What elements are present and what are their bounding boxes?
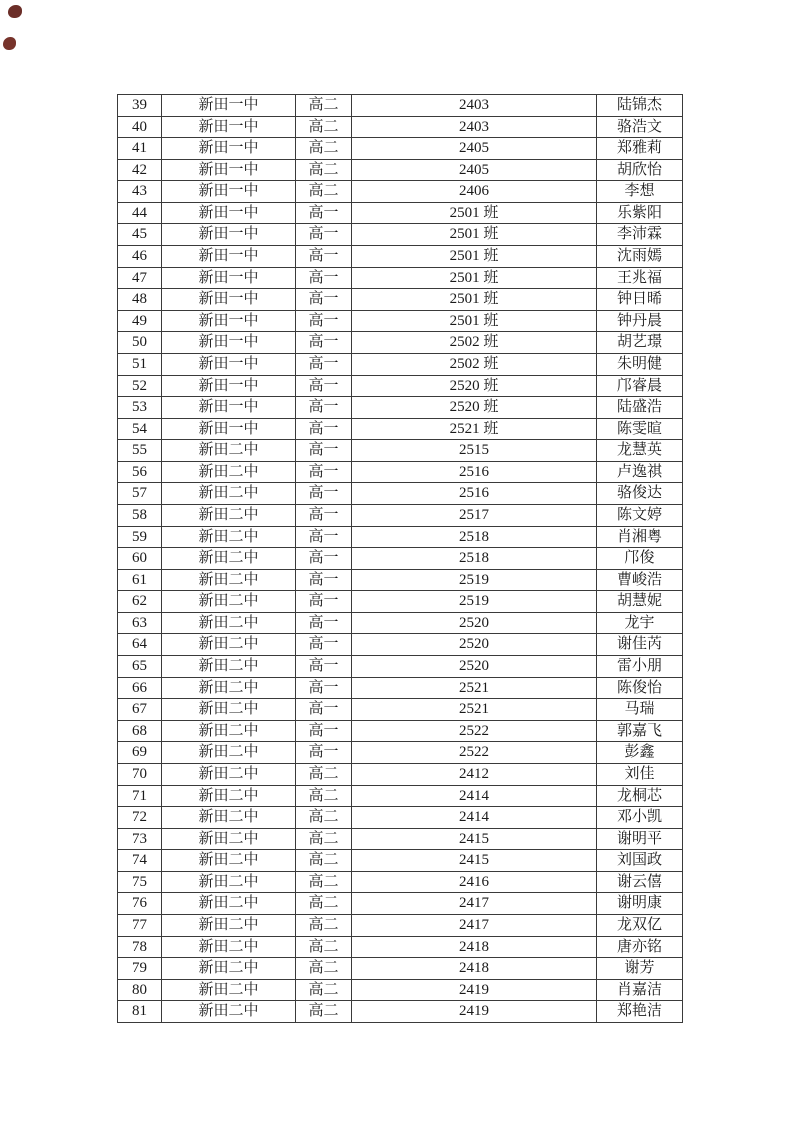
cell-no: 65 (118, 656, 162, 678)
cell-grade: 高一 (296, 310, 352, 332)
cell-class: 2403 (352, 95, 597, 117)
cell-no: 66 (118, 677, 162, 699)
cell-name: 谢云僖 (597, 871, 683, 893)
cell-grade: 高一 (296, 591, 352, 613)
cell-grade: 高一 (296, 246, 352, 268)
table-row (118, 742, 683, 764)
cell-name: 郑雅莉 (597, 138, 683, 160)
cell-class: 2516 (352, 461, 597, 483)
cell-grade: 高一 (296, 569, 352, 591)
ink-mark (3, 37, 16, 50)
cell-name: 雷小朋 (597, 656, 683, 678)
cell-class: 2414 (352, 785, 597, 807)
cell-school: 新田二中 (162, 936, 296, 958)
cell-class: 2520 班 (352, 375, 597, 397)
table-row (118, 828, 683, 850)
table-row (118, 634, 683, 656)
cell-class: 2502 班 (352, 353, 597, 375)
table-row (118, 375, 683, 397)
cell-school: 新田二中 (162, 634, 296, 656)
cell-school: 新田一中 (162, 418, 296, 440)
cell-grade: 高二 (296, 807, 352, 829)
cell-school: 新田二中 (162, 699, 296, 721)
cell-no: 70 (118, 763, 162, 785)
cell-name: 邓小凯 (597, 807, 683, 829)
cell-class: 2516 (352, 483, 597, 505)
cell-class: 2518 (352, 526, 597, 548)
cell-no: 51 (118, 353, 162, 375)
cell-grade: 高一 (296, 332, 352, 354)
cell-name: 肖嘉洁 (597, 979, 683, 1001)
table-body (118, 95, 683, 1023)
cell-no: 53 (118, 397, 162, 419)
cell-no: 78 (118, 936, 162, 958)
table-row (118, 936, 683, 958)
cell-no: 57 (118, 483, 162, 505)
cell-class: 2418 (352, 936, 597, 958)
cell-class: 2416 (352, 871, 597, 893)
cell-name: 郑艳洁 (597, 1001, 683, 1023)
cell-grade: 高一 (296, 483, 352, 505)
table-row (118, 612, 683, 634)
cell-no: 49 (118, 310, 162, 332)
cell-grade: 高一 (296, 397, 352, 419)
cell-no: 68 (118, 720, 162, 742)
cell-school: 新田二中 (162, 461, 296, 483)
table-row (118, 461, 683, 483)
cell-name: 肖湘粤 (597, 526, 683, 548)
cell-school: 新田一中 (162, 310, 296, 332)
cell-name: 刘国政 (597, 850, 683, 872)
cell-no: 54 (118, 418, 162, 440)
cell-name: 胡艺璟 (597, 332, 683, 354)
cell-school: 新田一中 (162, 375, 296, 397)
table-row (118, 763, 683, 785)
cell-school: 新田二中 (162, 656, 296, 678)
cell-name: 谢明平 (597, 828, 683, 850)
cell-no: 48 (118, 289, 162, 311)
cell-name: 陆锦杰 (597, 95, 683, 117)
cell-name: 陈雯暄 (597, 418, 683, 440)
table-row (118, 850, 683, 872)
table-row (118, 332, 683, 354)
cell-class: 2419 (352, 1001, 597, 1023)
cell-no: 81 (118, 1001, 162, 1023)
table-row (118, 807, 683, 829)
cell-no: 63 (118, 612, 162, 634)
cell-grade: 高一 (296, 461, 352, 483)
cell-no: 52 (118, 375, 162, 397)
cell-no: 45 (118, 224, 162, 246)
cell-school: 新田一中 (162, 95, 296, 117)
cell-grade: 高一 (296, 375, 352, 397)
table-row (118, 95, 683, 117)
cell-school: 新田二中 (162, 548, 296, 570)
cell-grade: 高二 (296, 893, 352, 915)
cell-no: 67 (118, 699, 162, 721)
cell-school: 新田二中 (162, 763, 296, 785)
cell-grade: 高一 (296, 634, 352, 656)
cell-grade: 高一 (296, 612, 352, 634)
cell-name: 唐亦铭 (597, 936, 683, 958)
cell-no: 77 (118, 914, 162, 936)
cell-name: 卢逸祺 (597, 461, 683, 483)
cell-class: 2521 班 (352, 418, 597, 440)
cell-no: 69 (118, 742, 162, 764)
cell-class: 2522 (352, 742, 597, 764)
cell-no: 59 (118, 526, 162, 548)
cell-no: 46 (118, 246, 162, 268)
cell-school: 新田一中 (162, 397, 296, 419)
table-row (118, 267, 683, 289)
cell-no: 44 (118, 202, 162, 224)
cell-name: 陈俊怡 (597, 677, 683, 699)
cell-no: 74 (118, 850, 162, 872)
cell-class: 2403 (352, 116, 597, 138)
cell-school: 新田一中 (162, 224, 296, 246)
cell-name: 乐紫阳 (597, 202, 683, 224)
cell-no: 64 (118, 634, 162, 656)
cell-name: 龙桐芯 (597, 785, 683, 807)
cell-grade: 高二 (296, 914, 352, 936)
table-row (118, 979, 683, 1001)
table-row (118, 871, 683, 893)
cell-no: 80 (118, 979, 162, 1001)
cell-school: 新田一中 (162, 289, 296, 311)
cell-class: 2412 (352, 763, 597, 785)
table-row (118, 246, 683, 268)
cell-grade: 高一 (296, 440, 352, 462)
cell-class: 2417 (352, 893, 597, 915)
cell-name: 谢佳芮 (597, 634, 683, 656)
cell-class: 2406 (352, 181, 597, 203)
cell-school: 新田一中 (162, 267, 296, 289)
cell-school: 新田一中 (162, 332, 296, 354)
cell-grade: 高二 (296, 138, 352, 160)
cell-name: 陆盛浩 (597, 397, 683, 419)
cell-name: 邝俊 (597, 548, 683, 570)
cell-school: 新田二中 (162, 504, 296, 526)
cell-school: 新田一中 (162, 159, 296, 181)
cell-no: 56 (118, 461, 162, 483)
table-row (118, 289, 683, 311)
cell-grade: 高一 (296, 677, 352, 699)
cell-class: 2520 (352, 612, 597, 634)
cell-name: 胡慧妮 (597, 591, 683, 613)
cell-grade: 高一 (296, 656, 352, 678)
cell-name: 龙宇 (597, 612, 683, 634)
cell-class: 2502 班 (352, 332, 597, 354)
cell-grade: 高一 (296, 353, 352, 375)
cell-no: 39 (118, 95, 162, 117)
cell-name: 朱明健 (597, 353, 683, 375)
table-row (118, 202, 683, 224)
table-row (118, 224, 683, 246)
cell-no: 50 (118, 332, 162, 354)
cell-class: 2418 (352, 958, 597, 980)
cell-school: 新田二中 (162, 850, 296, 872)
cell-class: 2521 (352, 677, 597, 699)
cell-grade: 高一 (296, 289, 352, 311)
cell-no: 60 (118, 548, 162, 570)
cell-name: 曹峻浩 (597, 569, 683, 591)
cell-name: 李沛霖 (597, 224, 683, 246)
table-row (118, 440, 683, 462)
cell-grade: 高一 (296, 418, 352, 440)
cell-no: 61 (118, 569, 162, 591)
cell-grade: 高二 (296, 871, 352, 893)
table-row (118, 656, 683, 678)
cell-school: 新田二中 (162, 979, 296, 1001)
cell-grade: 高二 (296, 828, 352, 850)
cell-class: 2519 (352, 569, 597, 591)
cell-school: 新田二中 (162, 742, 296, 764)
cell-name: 沈雨嫣 (597, 246, 683, 268)
cell-grade: 高一 (296, 742, 352, 764)
table-row (118, 310, 683, 332)
cell-grade: 高一 (296, 202, 352, 224)
cell-no: 73 (118, 828, 162, 850)
table-row (118, 1001, 683, 1023)
cell-school: 新田一中 (162, 138, 296, 160)
table-row (118, 483, 683, 505)
student-table (117, 94, 683, 1023)
table-row (118, 914, 683, 936)
table-row (118, 677, 683, 699)
cell-class: 2414 (352, 807, 597, 829)
table-row (118, 893, 683, 915)
cell-school: 新田二中 (162, 1001, 296, 1023)
table-row (118, 418, 683, 440)
cell-class: 2501 班 (352, 224, 597, 246)
cell-school: 新田二中 (162, 720, 296, 742)
cell-class: 2415 (352, 828, 597, 850)
cell-school: 新田二中 (162, 893, 296, 915)
cell-grade: 高二 (296, 181, 352, 203)
cell-grade: 高一 (296, 526, 352, 548)
cell-grade: 高一 (296, 267, 352, 289)
cell-name: 陈文婷 (597, 504, 683, 526)
cell-school: 新田一中 (162, 353, 296, 375)
cell-class: 2520 班 (352, 397, 597, 419)
cell-class: 2501 班 (352, 310, 597, 332)
cell-class: 2521 (352, 699, 597, 721)
table-row (118, 353, 683, 375)
cell-no: 55 (118, 440, 162, 462)
cell-name: 骆浩文 (597, 116, 683, 138)
cell-name: 彭鑫 (597, 742, 683, 764)
table-row (118, 181, 683, 203)
cell-grade: 高二 (296, 1001, 352, 1023)
cell-school: 新田二中 (162, 807, 296, 829)
cell-no: 71 (118, 785, 162, 807)
cell-grade: 高二 (296, 850, 352, 872)
cell-name: 骆俊达 (597, 483, 683, 505)
cell-name: 李想 (597, 181, 683, 203)
cell-class: 2417 (352, 914, 597, 936)
cell-class: 2415 (352, 850, 597, 872)
cell-name: 郭嘉飞 (597, 720, 683, 742)
table-row (118, 504, 683, 526)
cell-grade: 高二 (296, 979, 352, 1001)
cell-class: 2405 (352, 159, 597, 181)
cell-school: 新田二中 (162, 526, 296, 548)
cell-school: 新田二中 (162, 569, 296, 591)
cell-no: 79 (118, 958, 162, 980)
cell-school: 新田二中 (162, 914, 296, 936)
cell-class: 2515 (352, 440, 597, 462)
cell-no: 72 (118, 807, 162, 829)
cell-grade: 高一 (296, 224, 352, 246)
cell-grade: 高二 (296, 116, 352, 138)
cell-no: 43 (118, 181, 162, 203)
cell-name: 胡欣怡 (597, 159, 683, 181)
cell-name: 刘佳 (597, 763, 683, 785)
cell-name: 谢明康 (597, 893, 683, 915)
table-row (118, 699, 683, 721)
cell-name: 谢芳 (597, 958, 683, 980)
cell-grade: 高二 (296, 763, 352, 785)
cell-grade: 高二 (296, 785, 352, 807)
cell-class: 2501 班 (352, 246, 597, 268)
cell-grade: 高一 (296, 699, 352, 721)
cell-grade: 高二 (296, 159, 352, 181)
cell-class: 2518 (352, 548, 597, 570)
cell-class: 2501 班 (352, 202, 597, 224)
cell-school: 新田二中 (162, 785, 296, 807)
cell-school: 新田二中 (162, 958, 296, 980)
cell-no: 76 (118, 893, 162, 915)
cell-grade: 高一 (296, 504, 352, 526)
cell-no: 41 (118, 138, 162, 160)
cell-class: 2419 (352, 979, 597, 1001)
cell-school: 新田二中 (162, 440, 296, 462)
cell-grade: 高二 (296, 936, 352, 958)
cell-name: 邝睿晨 (597, 375, 683, 397)
cell-class: 2405 (352, 138, 597, 160)
cell-school: 新田二中 (162, 677, 296, 699)
cell-class: 2501 班 (352, 289, 597, 311)
ink-mark (8, 5, 22, 18)
cell-grade: 高一 (296, 548, 352, 570)
table-row (118, 116, 683, 138)
cell-class: 2517 (352, 504, 597, 526)
table-row (118, 785, 683, 807)
cell-name: 龙双亿 (597, 914, 683, 936)
cell-no: 75 (118, 871, 162, 893)
cell-name: 钟日晞 (597, 289, 683, 311)
cell-no: 58 (118, 504, 162, 526)
table-row (118, 526, 683, 548)
cell-grade: 高一 (296, 720, 352, 742)
table-row (118, 958, 683, 980)
table-row (118, 569, 683, 591)
cell-class: 2520 (352, 656, 597, 678)
cell-no: 62 (118, 591, 162, 613)
cell-class: 2522 (352, 720, 597, 742)
cell-class: 2520 (352, 634, 597, 656)
table-row (118, 591, 683, 613)
cell-school: 新田二中 (162, 483, 296, 505)
table-row (118, 720, 683, 742)
cell-school: 新田一中 (162, 202, 296, 224)
cell-school: 新田一中 (162, 116, 296, 138)
cell-no: 47 (118, 267, 162, 289)
cell-no: 42 (118, 159, 162, 181)
table-row (118, 397, 683, 419)
cell-school: 新田二中 (162, 612, 296, 634)
cell-school: 新田二中 (162, 591, 296, 613)
cell-grade: 高二 (296, 958, 352, 980)
cell-name: 龙慧英 (597, 440, 683, 462)
cell-name: 王兆福 (597, 267, 683, 289)
cell-school: 新田二中 (162, 828, 296, 850)
table-row (118, 548, 683, 570)
table-row (118, 138, 683, 160)
cell-school: 新田二中 (162, 871, 296, 893)
cell-school: 新田一中 (162, 181, 296, 203)
cell-name: 马瑞 (597, 699, 683, 721)
cell-no: 40 (118, 116, 162, 138)
cell-school: 新田一中 (162, 246, 296, 268)
cell-name: 钟丹晨 (597, 310, 683, 332)
table-row (118, 159, 683, 181)
cell-class: 2519 (352, 591, 597, 613)
cell-grade: 高二 (296, 95, 352, 117)
cell-class: 2501 班 (352, 267, 597, 289)
